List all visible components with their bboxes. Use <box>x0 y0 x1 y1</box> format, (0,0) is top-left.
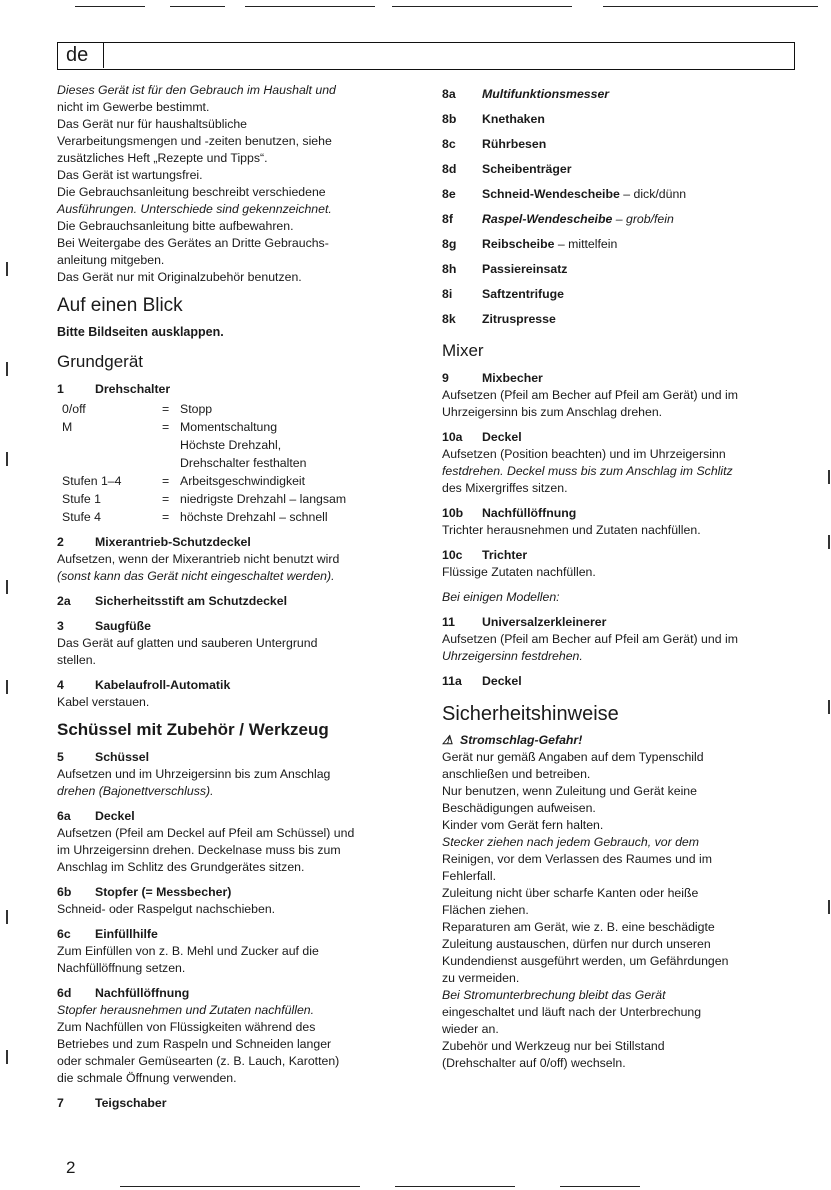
part-row <box>442 232 804 257</box>
item-heading <box>57 593 402 610</box>
switch-setting-value: höchste Drehzahl – schnell <box>180 510 328 524</box>
part-variant: – mittelfein <box>554 237 618 251</box>
bowl-title: Schüssel mit Zubehör / Werkzeug <box>57 720 329 739</box>
item-desc-line: Nachfüllöffnung setzen. <box>57 961 186 975</box>
item-number: 9 <box>442 371 449 385</box>
item-name: Teigschaber <box>95 1096 167 1110</box>
intro-line: Das Gerät ist wartungsfrei. <box>57 168 203 182</box>
item-number: 10b <box>442 506 464 520</box>
item-desc-line: Anschlag im Schlitz des Grundgerätes sitzen. <box>57 860 305 874</box>
item-number: 10c <box>442 548 463 562</box>
switch-setting-value: Arbeitsgeschwindigkeit <box>180 474 306 488</box>
item-desc-line: oder schmaler Gemüsearten (z. B. Lauch, Karotten) <box>57 1054 340 1068</box>
part-name: Knethaken <box>482 112 545 126</box>
part-row <box>442 132 804 157</box>
item-heading <box>442 370 804 387</box>
intro-line: Bei Weitergabe des Gerätes an Dritte Gebrauchs- <box>57 236 329 250</box>
item-number: 2a <box>57 594 71 608</box>
item-heading <box>442 673 804 690</box>
intro-line: Das Gerät nur für haushaltsübliche <box>57 117 248 131</box>
safety-line: Reparaturen am Gerät, wie z. B. eine beschädigte <box>442 920 715 934</box>
item-desc-line: Aufsetzen (Pfeil am Becher auf Pfeil am Gerät) und im <box>442 388 738 402</box>
safety-line: Reinigen, vor dem Verlassen des Raumes und im <box>442 852 712 866</box>
safety-line: Beschädigungen aufweisen. <box>442 801 596 815</box>
item-heading <box>57 884 402 901</box>
switch-setting-value: Momentschaltung <box>180 420 278 434</box>
base-unit-items <box>57 534 402 711</box>
item-heading <box>57 1095 402 1112</box>
item-heading <box>57 926 402 943</box>
intro-line: zusätzliches Heft „Rezepte und Tipps“. <box>57 151 268 165</box>
part-code: 8k <box>442 312 456 326</box>
item-desc-line: Kabel verstauen. <box>57 695 150 709</box>
switch-setting-value: Höchste Drehzahl, <box>180 438 282 452</box>
switch-setting-equals: = <box>162 492 170 506</box>
safety-title: Sicherheitshinweise <box>442 703 619 725</box>
safety-line: Fehlerfall. <box>442 869 496 883</box>
switch-number: 1 <box>57 382 64 396</box>
switch-setting-equals: = <box>162 420 170 434</box>
mixer-title: Mixer <box>442 341 484 360</box>
item-desc-line: Aufsetzen, wenn der Mixerantrieb nicht benutzt wird <box>57 552 340 566</box>
item-name: Mixbecher <box>482 371 543 385</box>
part-row <box>442 182 804 207</box>
item-desc-line: Aufsetzen und im Uhrzeigersinn bis zum Anschlag <box>57 767 331 781</box>
part-row <box>442 257 804 282</box>
part-code: 8g <box>442 237 457 251</box>
item-name: Einfüllhilfe <box>95 927 158 941</box>
item-desc-line: Zum Einfüllen von z. B. Mehl und Zucker auf die <box>57 944 319 958</box>
item-number: 6d <box>57 986 72 1000</box>
part-code: 8c <box>442 137 456 151</box>
item-heading <box>57 985 402 1002</box>
intro-line: nicht im Gewerbe bestimmt. <box>57 100 210 114</box>
item-number: 3 <box>57 619 64 633</box>
part-name: Schneid-Wendescheibe – dick/dünn <box>482 187 687 201</box>
item-desc-line: Aufsetzen (Position beachten) und im Uhrzeigersinn <box>442 447 726 461</box>
item-name: Kabelaufroll-Automatik <box>95 678 231 692</box>
safety-line: Kundendienst ausgeführt werden, um Gefährdungen <box>442 954 729 968</box>
item-desc-line: (sonst kann das Gerät nicht eingeschaltet werden). <box>57 569 335 583</box>
switch-setting-key: 0/off <box>62 402 86 416</box>
intro-line: Dieses Gerät ist für den Gebrauch im Haushalt und <box>57 83 336 97</box>
item-heading <box>57 534 402 551</box>
item-number: 2 <box>57 535 64 549</box>
item-name: Deckel <box>482 430 522 444</box>
warning-triangle-icon: ⚠ <box>442 733 454 747</box>
item-name: Nachfüllöffnung <box>482 506 577 520</box>
part-variant: – grob/fein <box>612 212 674 226</box>
part-row <box>442 282 804 307</box>
safety-line: eingeschaltet und läuft nach der Unterbrechung <box>442 1005 702 1019</box>
item-name: Sicherheitsstift am Schutzdeckel <box>95 594 288 608</box>
bowl-items <box>57 749 402 1112</box>
item-desc-line: des Mixergriffes sitzen. <box>442 481 568 495</box>
item-desc-line: die schmale Öffnung verwenden. <box>57 1071 237 1085</box>
safety-line: zu vermeiden. <box>442 971 520 985</box>
switch-setting-key <box>62 436 162 454</box>
intro-text <box>57 82 402 286</box>
item-desc-line: Uhrzeigersinn bis zum Anschlag drehen. <box>442 405 663 419</box>
item-heading <box>442 614 804 631</box>
part-variant: – dick/dünn <box>619 187 687 201</box>
item-heading <box>442 547 804 564</box>
item-name: Deckel <box>482 674 522 688</box>
item-number: 5 <box>57 750 64 764</box>
overview-title: Auf einen Blick <box>57 295 183 316</box>
intro-line: Die Gebrauchsanleitung bitte aufbewahren. <box>57 219 294 233</box>
switch-setting-key: Stufe 1 <box>62 492 101 506</box>
base-unit-title: Grundgerät <box>57 352 143 371</box>
safety-line: (Drehschalter auf 0/off) wechseln. <box>442 1056 626 1070</box>
safety-line: anschließen und betreiben. <box>442 767 591 781</box>
models-note: Bei einigen Modellen: <box>442 590 560 604</box>
intro-line: anleitung mitgeben. <box>57 253 165 267</box>
part-code: 8b <box>442 112 457 126</box>
safety-line: Gerät nur gemäß Angaben auf dem Typenschild <box>442 750 704 764</box>
safety-line: Nur benutzen, wenn Zuleitung und Gerät keine <box>442 784 697 798</box>
item-heading <box>442 505 804 522</box>
item-number: 10a <box>442 430 463 444</box>
item-name: Schüssel <box>95 750 149 764</box>
item-desc-line: Trichter herausnehmen und Zutaten nachfüllen. <box>442 523 701 537</box>
switch-setting-equals <box>162 436 180 454</box>
item-heading <box>57 677 402 694</box>
safety-line: Bei Stromunterbrechung bleibt das Gerät <box>442 988 666 1002</box>
intro-line: Das Gerät nur mit Originalzubehör benutzen. <box>57 270 302 284</box>
part-name: Saftzentrifuge <box>482 287 564 301</box>
switch-setting-equals <box>162 454 180 472</box>
item-desc-line: Betriebes und zum Raspeln und Schneiden langer <box>57 1037 332 1051</box>
item-desc-line: im Uhrzeigersinn drehen. Deckelnase muss bis zum <box>57 843 341 857</box>
item-number: 6b <box>57 885 72 899</box>
part-code: 8i <box>442 287 453 301</box>
switch-setting-key: M <box>62 420 73 434</box>
left-column <box>57 82 402 1112</box>
switch-setting-value: Stopp <box>180 402 213 416</box>
overview-subtitle: Bitte Bildseiten ausklappen. <box>57 325 224 339</box>
item-desc-line: Uhrzeigersinn festdrehen. <box>442 649 583 663</box>
switch-setting-value: Drehschalter festhalten <box>180 456 307 470</box>
item-desc-line: Aufsetzen (Pfeil am Becher auf Pfeil am Gerät) und im <box>442 632 738 646</box>
item-desc-line: stellen. <box>57 653 96 667</box>
switch-setting-equals: = <box>162 510 170 524</box>
item-name: Universalzerkleinerer <box>482 615 607 629</box>
item-name: Mixerantrieb-Schutzdeckel <box>95 535 251 549</box>
language-header <box>57 42 795 70</box>
item-number: 6c <box>57 927 71 941</box>
part-name: Rührbesen <box>482 137 547 151</box>
item-desc-line: Stopfer herausnehmen und Zutaten nachfüllen. <box>57 1003 315 1017</box>
part-name: Zitruspresse <box>482 312 556 326</box>
switch-name: Drehschalter <box>95 382 171 396</box>
part-code: 8f <box>442 212 453 226</box>
switch-setting-key <box>62 454 162 472</box>
part-name: Passiereinsatz <box>482 262 568 276</box>
part-row <box>442 157 804 182</box>
item-desc-line: Flüssige Zutaten nachfüllen. <box>442 565 596 579</box>
intro-line: Verarbeitungsmengen und -zeiten benutzen, siehe <box>57 134 332 148</box>
safety-line: Zubehör und Werkzeug nur bei Stillstand <box>442 1039 665 1053</box>
part-row <box>442 107 804 132</box>
item-name: Stopfer (= Messbecher) <box>95 885 232 899</box>
item-heading <box>442 429 804 446</box>
item-name: Trichter <box>482 548 528 562</box>
item-name: Nachfüllöffnung <box>95 986 190 1000</box>
language-code: de <box>58 43 104 68</box>
safety-line: Flächen ziehen. <box>442 903 529 917</box>
item-heading <box>57 808 402 825</box>
safety-line: Kinder vom Gerät fern halten. <box>442 818 604 832</box>
page-number: 2 <box>66 1158 76 1177</box>
intro-line: Ausführungen. Unterschiede sind gekennzeichnet. <box>57 202 332 216</box>
switch-setting-equals: = <box>162 402 170 416</box>
item-heading <box>57 618 402 635</box>
switch-heading <box>57 381 402 398</box>
part-name: Raspel-Wendescheibe – grob/fein <box>482 212 674 226</box>
item-number: 11 <box>442 615 455 629</box>
part-row <box>442 82 804 107</box>
warning-heading <box>442 732 804 749</box>
item-number: 6a <box>57 809 71 823</box>
item-name: Deckel <box>95 809 135 823</box>
switch-setting-equals: = <box>162 474 170 488</box>
item-number: 4 <box>57 678 64 692</box>
part-code: 8d <box>442 162 457 176</box>
mixer-items <box>442 370 804 581</box>
warning-text: Stromschlag-Gefahr! <box>460 733 583 747</box>
item-desc-line: Schneid- oder Raspelgut nachschieben. <box>57 902 276 916</box>
right-column <box>442 82 804 1072</box>
parts-list <box>442 82 804 332</box>
part-name: Scheibenträger <box>482 162 572 176</box>
part-code: 8h <box>442 262 457 276</box>
switch-setting-key: Stufen 1–4 <box>62 474 122 488</box>
item-desc-line: drehen (Bajonettverschluss). <box>57 784 214 798</box>
safety-line: Zuleitung nicht über scharfe Kanten oder heiße <box>442 886 699 900</box>
safety-line: wieder an. <box>442 1022 499 1036</box>
part-code: 8a <box>442 87 456 101</box>
switch-setting-key: Stufe 4 <box>62 510 101 524</box>
mixer-optional-items <box>442 614 804 690</box>
part-name: Reibscheibe – mittelfein <box>482 237 618 251</box>
item-desc-line: Zum Nachfüllen von Flüssigkeiten während des <box>57 1020 316 1034</box>
safety-text <box>442 749 804 1072</box>
safety-line: Stecker ziehen nach jedem Gebrauch, vor dem <box>442 835 700 849</box>
item-name: Saugfüße <box>95 619 152 633</box>
part-code: 8e <box>442 187 456 201</box>
item-desc-line: Das Gerät auf glatten und sauberen Untergrund <box>57 636 318 650</box>
item-desc-line: festdrehen. Deckel muss bis zum Anschlag im Schlitz <box>442 464 733 478</box>
item-heading <box>57 749 402 766</box>
switch-setting-value: niedrigste Drehzahl – langsam <box>180 492 347 506</box>
switch-settings-table <box>62 400 402 526</box>
part-row <box>442 207 804 232</box>
part-row <box>442 307 804 332</box>
intro-line: Die Gebrauchsanleitung beschreibt verschiedene <box>57 185 326 199</box>
item-number: 7 <box>57 1096 64 1110</box>
item-desc-line: Aufsetzen (Pfeil am Deckel auf Pfeil am Schüssel) und <box>57 826 355 840</box>
safety-line: Zuleitung austauschen, dürfen nur durch unseren <box>442 937 711 951</box>
item-number: 11a <box>442 674 462 688</box>
part-name: Multifunktionsmesser <box>482 87 610 101</box>
